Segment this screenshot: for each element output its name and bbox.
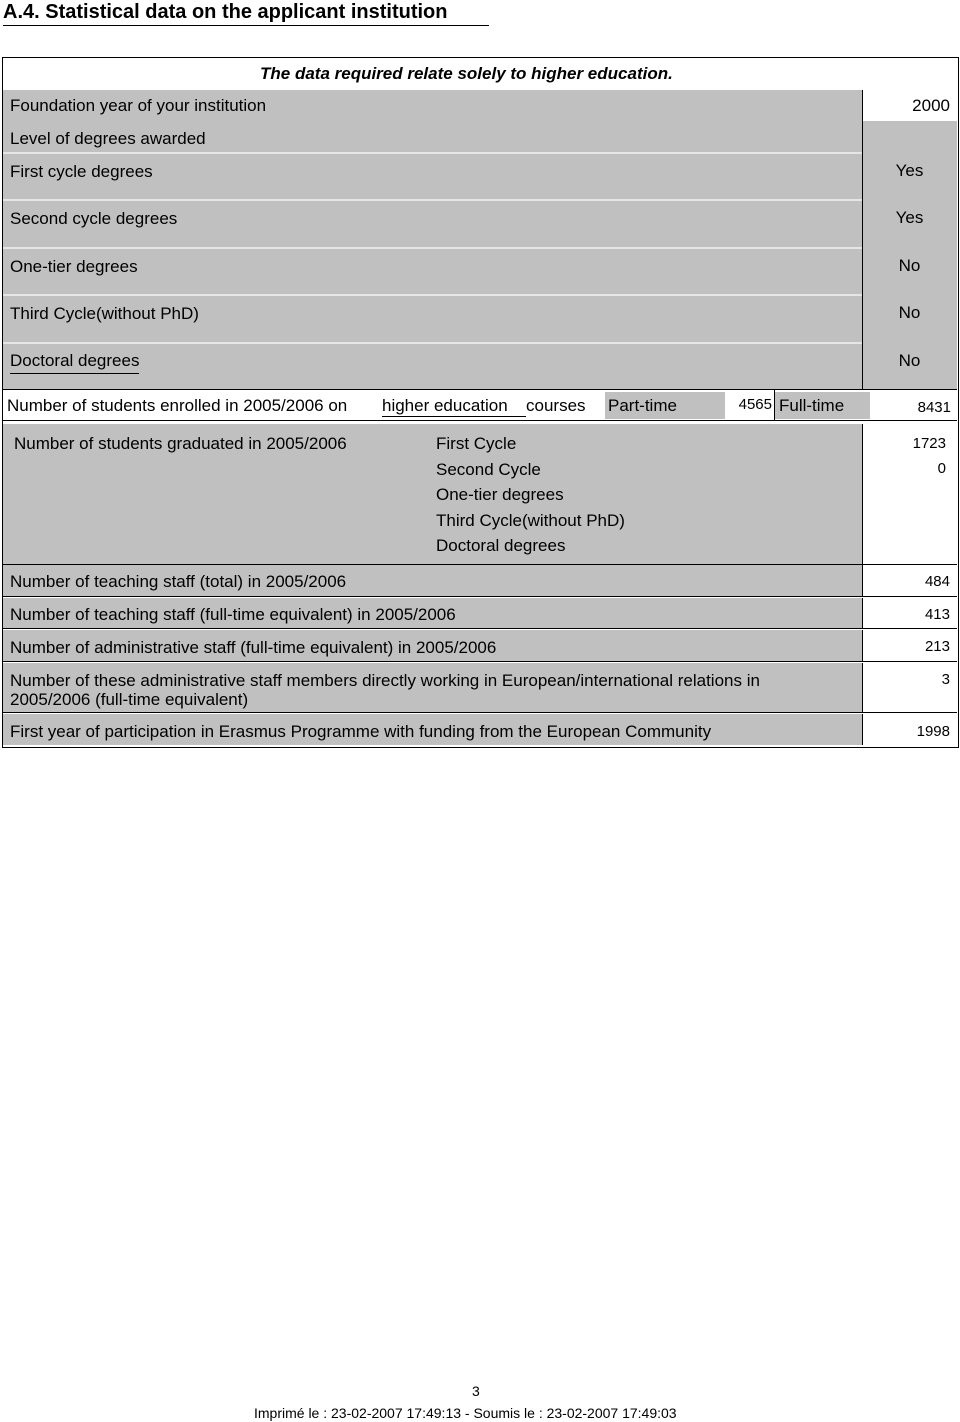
- graduated-doctoral-label: Doctoral degrees: [436, 536, 566, 555]
- second-cycle-degrees-value[interactable]: Yes: [895, 208, 924, 227]
- erasmus-first-year-label: First year of participation in Erasmus Programme with funding from the European Community: [10, 722, 712, 741]
- intl-relations-staff-label-line1: Number of these administrative staff members directly working in European/international relations in: [10, 671, 760, 690]
- graduated-second-cycle-value[interactable]: 0: [937, 460, 946, 477]
- one-tier-degrees-label: One-tier degrees: [10, 257, 138, 276]
- graduated-one-tier-label: One-tier degrees: [436, 485, 564, 504]
- higher-education-label: higher education: [382, 396, 526, 417]
- teaching-staff-total-label: Number of teaching staff (total) in 2005/2006: [10, 572, 347, 591]
- admin-staff-fte-label: Number of administrative staff (full-time equivalent) in 2005/2006: [10, 638, 497, 657]
- page-number: 3: [472, 1383, 480, 1399]
- first-cycle-degrees-label: First cycle degrees: [10, 162, 153, 181]
- intl-relations-staff-label-line2: 2005/2006 (full-time equivalent): [10, 690, 249, 709]
- graduated-label: Number of students graduated in 2005/2006: [14, 434, 347, 453]
- graduated-third-cycle-label: Third Cycle(without PhD): [436, 511, 625, 530]
- graduated-first-cycle-label: First Cycle: [436, 434, 517, 453]
- print-submission-timestamp: Imprimé le : 23-02-2007 17:49:13 - Soumis le : 23-02-2007 17:49:03: [254, 1405, 677, 1421]
- full-time-label: Full-time: [779, 396, 845, 415]
- teaching-staff-fte-value[interactable]: 413: [924, 606, 950, 623]
- graduated-first-cycle-value[interactable]: 1723: [912, 435, 946, 452]
- part-time-value[interactable]: 4565: [738, 396, 772, 413]
- intl-relations-staff-value[interactable]: 3: [941, 671, 950, 688]
- first-cycle-degrees-value[interactable]: Yes: [895, 161, 924, 180]
- admin-staff-fte-value[interactable]: 213: [924, 638, 950, 655]
- doctoral-degrees-value[interactable]: No: [898, 351, 921, 370]
- erasmus-first-year-value[interactable]: 1998: [916, 723, 950, 740]
- second-cycle-degrees-label: Second cycle degrees: [10, 209, 178, 228]
- graduated-second-cycle-label: Second Cycle: [436, 460, 541, 479]
- section-title: A.4. Statistical data on the applicant institution: [3, 0, 489, 26]
- data-scope-note: The data required relate solely to higher education.: [260, 64, 673, 83]
- one-tier-degrees-value[interactable]: No: [898, 256, 921, 275]
- degrees-header: Level of degrees awarded: [10, 129, 206, 148]
- enrolled-label: Number of students enrolled in 2005/2006 on: [7, 396, 348, 415]
- courses-label: courses: [526, 396, 586, 415]
- third-cycle-degrees-label: Third Cycle(without PhD): [10, 304, 199, 323]
- doctoral-degrees-label: Doctoral degrees: [10, 351, 139, 374]
- full-time-value[interactable]: 8431: [917, 399, 951, 416]
- foundation-year-label: Foundation year of your institution: [10, 96, 267, 115]
- teaching-staff-fte-label: Number of teaching staff (full-time equivalent) in 2005/2006: [10, 605, 456, 624]
- foundation-year-value[interactable]: 2000: [912, 96, 950, 115]
- part-time-label: Part-time: [608, 396, 677, 415]
- teaching-staff-total-value[interactable]: 484: [924, 573, 950, 590]
- third-cycle-degrees-value[interactable]: No: [898, 303, 921, 322]
